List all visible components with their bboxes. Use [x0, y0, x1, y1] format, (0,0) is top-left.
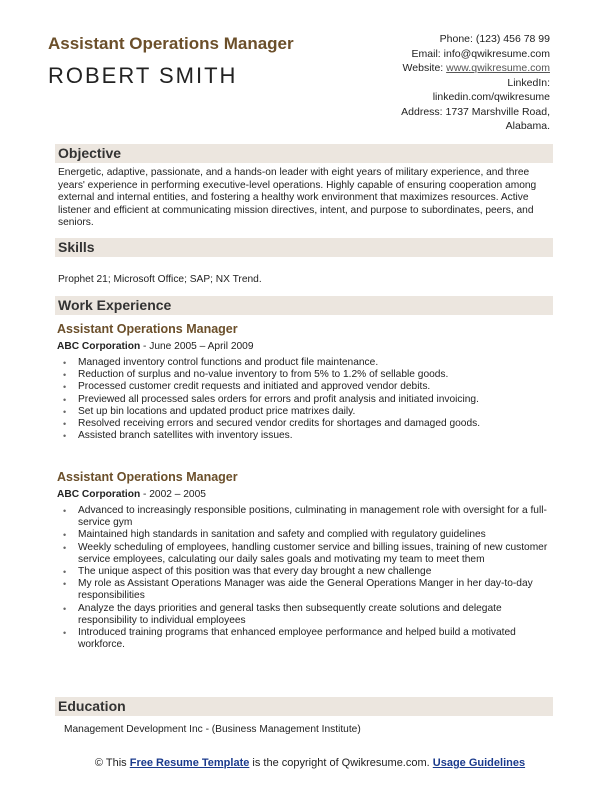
phone-value: (123) 456 78 99 — [475, 33, 550, 45]
education-heading: Education — [58, 698, 126, 714]
list-item: • Maintained high standards in sanitation and safety and complied with regulatory guidelines — [60, 529, 552, 541]
job-1-bullets — [60, 357, 552, 442]
job-1-dates: - June 2005 – April 2009 — [140, 341, 254, 352]
email-value: info@qwikresume.com — [443, 47, 550, 60]
list-item: • Analyze the days priorities and general tasks then subsequently create solutions and delegate responsibility to individual employees — [60, 603, 552, 627]
linkedin-label: LinkedIn: — [507, 76, 550, 89]
job-1-company: ABC Corporation — [57, 341, 141, 352]
education-text: Management Development Inc - (Business Management Institute) — [64, 724, 361, 735]
usage-guidelines-link[interactable]: Usage Guidelines — [432, 757, 526, 769]
list-item: • Managed inventory control functions and product file maintenance. — [60, 357, 552, 369]
free-resume-template-link[interactable]: Free Resume Template — [129, 757, 250, 769]
job-2-company: ABC Corporation — [57, 489, 141, 500]
list-item: • Reduction of surplus and no-value inventory to from 5% to 1.2% of sellable goods. — [60, 369, 552, 381]
linkedin-value: linkedin.com/qwikresume — [432, 91, 550, 103]
website-link[interactable]: www.qwikresume.com — [446, 62, 550, 74]
address-line1: 1737 Marshville Road, — [445, 105, 550, 118]
job-title-heading: Assistant Operations Manager — [48, 34, 294, 53]
list-item: • Introduced training programs that enhanced employee performance and helped build a motivated workforce. — [60, 627, 552, 651]
candidate-name: ROBERT SMITH — [48, 63, 238, 88]
job-2-dates: - 2002 – 2005 — [140, 489, 206, 500]
address-label: Address: — [401, 105, 443, 118]
objective-heading: Objective — [58, 145, 122, 161]
list-item: • Weekly scheduling of employees, handling customer service and billing issues, training of new customer service employees, calculating our daily sales goals and motivating my team to meet them — [60, 542, 552, 566]
footer-middle: is the copyright of Qwikresume.com. — [249, 757, 433, 769]
email-label: Email: — [411, 47, 441, 60]
list-item: • Assisted branch satellites with inventory issues. — [60, 430, 552, 442]
website-label: Website: — [402, 62, 444, 74]
job-2-bullets — [60, 505, 552, 651]
address-line2: Alabama. — [505, 120, 550, 132]
skills-header — [55, 238, 553, 257]
footer-prefix: © This — [94, 757, 130, 769]
list-item: • Processed customer credit requests and initiated and approved vendor debits. — [60, 381, 552, 393]
list-item: • Set up bin locations and updated product price matrixes daily. — [60, 406, 552, 418]
copyright-footer — [80, 757, 540, 770]
work-header — [55, 296, 553, 315]
phone-label: Phone: — [439, 33, 473, 45]
list-item: • Advanced to increasingly responsible positions, culminating in management role with oversight for a full-service gym — [60, 505, 552, 529]
work-heading: Work Experience — [58, 297, 172, 313]
contact-block — [310, 32, 550, 134]
list-item: • Previewed all processed sales orders for errors and profit analysis and initiated invoicing. — [60, 394, 552, 406]
list-item: • Resolved receiving errors and secured vendor credits for shortages and damaged goods. — [60, 418, 552, 430]
list-item: • The unique aspect of this position was that every day brought a new challenge — [60, 566, 552, 578]
list-item: • My role as Assistant Operations Manager was aide the General Operations Manger in her day-to-day responsibilities — [60, 578, 552, 602]
education-header — [55, 697, 553, 716]
job-2-meta — [57, 489, 206, 500]
job-1-title: Assistant Operations Manager — [57, 322, 238, 336]
objective-text: Energetic, adaptive, passionate, and a hands-on leader with eight years of military experience, and three years' experience in performing executive-level operations. Highly capable of ensuring cooperation among external and internal entities, and fostering a healthy work environment that maximizes resources. Active listener and efficient at communicating mission directives, intent, and purpose to subordinates, peers, and seniors. — [58, 167, 537, 229]
job-1-meta — [57, 341, 253, 352]
skills-heading: Skills — [58, 239, 95, 255]
job-2-title: Assistant Operations Manager — [57, 470, 238, 484]
objective-header — [55, 144, 553, 163]
skills-text: Prophet 21; Microsoft Office; SAP; NX Trend. — [58, 274, 262, 285]
